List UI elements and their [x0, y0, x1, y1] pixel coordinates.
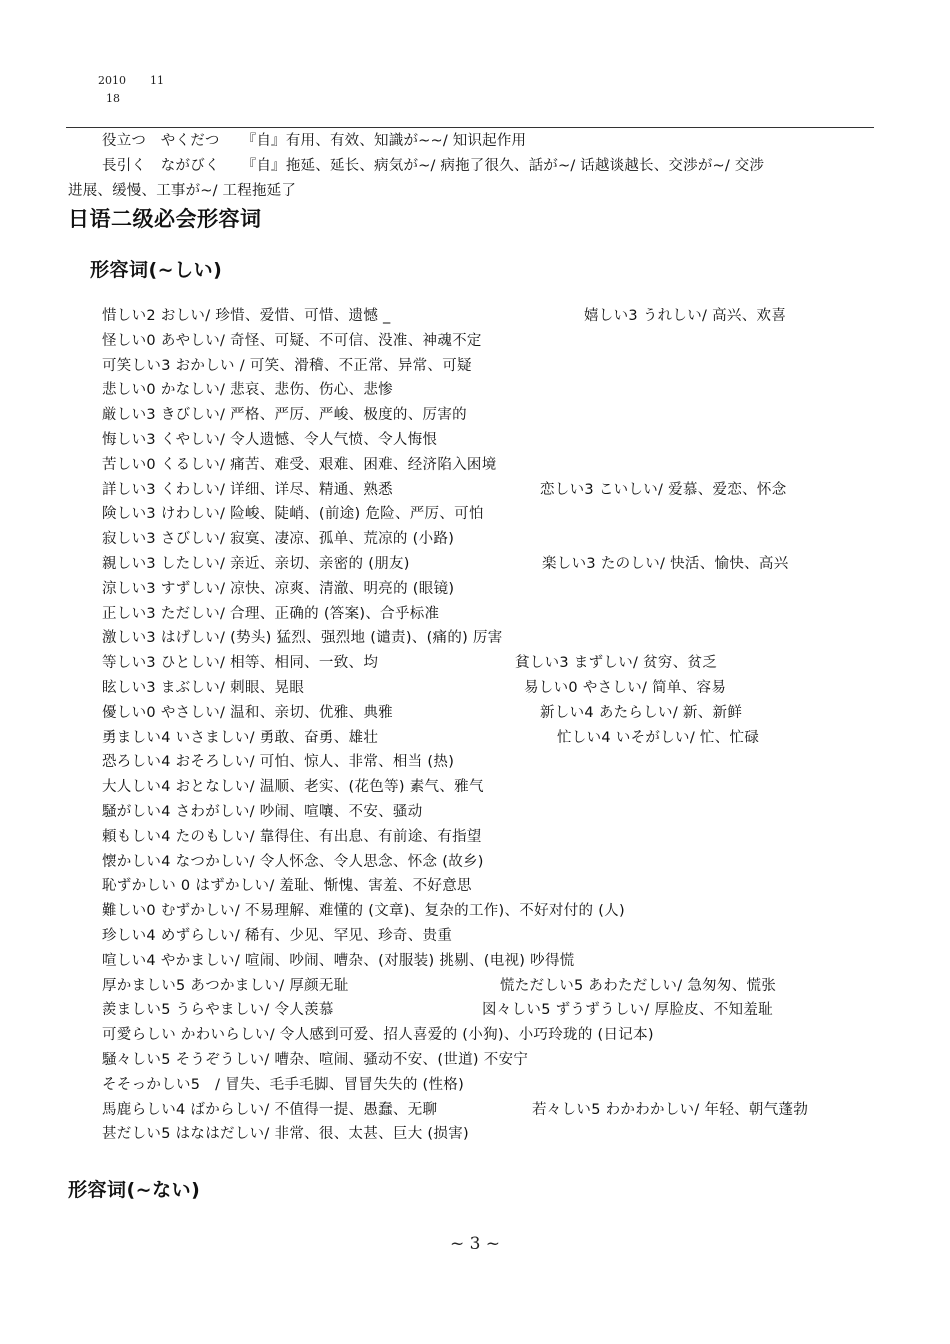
entry-right-text: 新しい4 あたらしい/ 新、新鲜 — [540, 704, 743, 721]
entry-left-text: 悲しい0 かなしい/ 悲哀、悲伤、伤心、悲惨 — [102, 382, 393, 399]
entry-left-text: 厳しい3 きびしい/ 严格、严厉、严峻、极度的、厉害的 — [102, 407, 467, 424]
entry-left-text: そそっかしい5 / 冒失、毛手毛脚、冒冒失失的 (性格) — [102, 1076, 465, 1093]
page-number: ~ 3 ~ — [449, 1234, 501, 1254]
entry-left-text: 懐かしい4 なつかしい/ 令人怀念、令人思念、怀念 (故乡) — [102, 853, 484, 870]
list-item — [102, 378, 902, 403]
intro-line-1: 役立つ やくだつ 『自』有用、有效、知識が~~/ 知识起作用 — [102, 133, 527, 149]
list-item — [102, 750, 902, 775]
entry-left-text: 難しい0 むずかしい/ 不易理解、难懂的 (文章)、复杂的工作)、不好对付的 (人) — [102, 903, 625, 920]
list-item — [102, 726, 902, 751]
entry-left-text: 親しい3 したしい/ 亲近、亲切、亲密的 (朋友) — [102, 555, 410, 572]
list-item — [102, 502, 902, 527]
entry-right-text: 易しい0 やさしい/ 简单、容易 — [524, 679, 727, 696]
header-year: 2010 — [98, 74, 126, 87]
list-item — [102, 974, 902, 999]
list-item — [102, 651, 902, 676]
list-item — [102, 1048, 902, 1073]
entry-right-text: 恋しい3 こいしい/ 爱慕、爱恋、怀念 — [540, 481, 787, 498]
list-item — [102, 577, 902, 602]
entry-left-text: 甚だしい5 はなはだしい/ 非常、很、太甚、巨大 (损害) — [102, 1126, 469, 1143]
entry-left-text: 大人しい4 おとなしい/ 温顺、老实、(花色等) 素气、雅气 — [102, 779, 484, 796]
list-item — [102, 775, 902, 800]
list-item — [102, 478, 902, 503]
entry-left-text: 寂しい3 さびしい/ 寂寞、凄凉、孤单、荒凉的 (小路) — [102, 531, 455, 548]
entry-right-text: 楽しい3 たのしい/ 快活、愉快、高兴 — [542, 555, 789, 572]
list-item — [102, 850, 902, 875]
header-date — [98, 72, 164, 108]
subsection-title-nai: 形容词(~ない) — [68, 1179, 201, 1201]
list-item — [102, 428, 902, 453]
entry-left-text: 頼もしい4 たのもしい/ 靠得住、有出息、有前途、有指望 — [102, 828, 482, 845]
list-item — [102, 403, 902, 428]
entry-left-text: 可笑しい3 おかしい / 可笑、滑稽、不正常、异常、可疑 — [102, 357, 472, 374]
entry-left-text: 厚かましい5 あつかましい/ 厚颜无耻 — [102, 977, 349, 994]
list-item — [102, 676, 902, 701]
entry-left-text: 正しい3 ただしい/ 合理、正确的 (答案)、合乎标准 — [102, 605, 440, 622]
header-divider — [66, 127, 874, 128]
entry-left-text: 珍しい4 めずらしい/ 稀有、少见、罕见、珍奇、贵重 — [102, 927, 453, 944]
entry-left-text: 怪しい0 あやしい/ 奇怪、可疑、不可信、没准、神魂不定 — [102, 332, 482, 349]
list-item — [102, 949, 902, 974]
list-item — [102, 701, 902, 726]
list-item — [102, 924, 902, 949]
section-title: 日语二级必会形容词 — [68, 207, 262, 231]
entry-left-text: 等しい3 ひとしい/ 相等、相同、一致、均 — [102, 655, 379, 672]
entry-left-text: 涼しい3 すずしい/ 凉快、凉爽、清澈、明亮的 (眼镜) — [102, 580, 455, 597]
entry-left-text: 恐ろしい4 おそろしい/ 可怕、惊人、非常、相当 (热) — [102, 754, 455, 771]
entry-left-text: 激しい3 はげしい/ (势头) 猛烈、强烈地 (谴责)、(痛的) 厉害 — [102, 630, 503, 647]
list-item — [102, 552, 902, 577]
entry-right-text: 慌ただしい5 あわただしい/ 急匆匆、慌张 — [500, 977, 777, 994]
entry-left-text: 悔しい3 くやしい/ 令人遗憾、令人气愤、令人悔恨 — [102, 431, 438, 448]
entry-left-text: 喧しい4 やかましい/ 喧闹、吵闹、嘈杂、(对服装) 挑剔、(电视) 吵得慌 — [102, 952, 575, 969]
entry-left-text: 苦しい0 くるしい/ 痛苦、难受、艰难、困难、经济陷入困境 — [102, 456, 497, 473]
list-item — [102, 825, 902, 850]
list-item — [102, 527, 902, 552]
entry-right-text: 忙しい4 いそがしい/ 忙、忙碌 — [557, 729, 760, 746]
entry-right-text: 嬉しい3 うれしい/ 高兴、欢喜 — [584, 308, 787, 324]
list-item — [102, 899, 902, 924]
entry-left-text: 羨ましい5 うらやましい/ 令人羡慕 — [102, 1002, 334, 1019]
entry-left-text: 騒がしい4 さわがしい/ 吵闹、喧嚷、不安、骚动 — [102, 803, 423, 820]
entry-left-text: 馬鹿らしい4 ばからしい/ 不值得一提、愚蠢、无聊 — [102, 1101, 438, 1118]
entry-right-text: 図々しい5 ずうずうしい/ 厚脸皮、不知羞耻 — [482, 1002, 773, 1019]
entry-left-text: 眩しい3 まぶしい/ 刺眼、晃眼 — [102, 679, 305, 696]
intro-line-3: 进展、缓慢、工事が~/ 工程拖延了 — [68, 183, 297, 199]
list-item — [102, 329, 902, 354]
entry-left-text: 可愛らしい かわいらしい/ 令人感到可爱、招人喜爱的 (小狗)、小巧玲珑的 (日记本) — [102, 1027, 654, 1044]
list-item — [102, 1023, 902, 1048]
list-item — [102, 304, 902, 329]
list-item — [102, 1122, 902, 1147]
header-day: 18 — [106, 92, 120, 105]
list-item — [102, 453, 902, 478]
intro-line-2: 長引く ながびく 『自』拖延、延长、病気が~/ 病拖了很久、話が~/ 话越谈越长、交渉が~/ 交涉 — [102, 158, 765, 174]
entry-left-text: 惜しい2 おしい/ 珍惜、爱惜、可惜、遗憾 _ — [102, 308, 391, 324]
list-item — [102, 874, 902, 899]
entry-left-text: 優しい0 やさしい/ 温和、亲切、优雅、典雅 — [102, 704, 393, 721]
entry-right-text: 若々しい5 わかわかしい/ 年轻、朝气蓬勃 — [532, 1101, 809, 1118]
list-item — [102, 800, 902, 825]
entry-left-text: 騒々しい5 そうぞうしい/ 嘈杂、喧闹、骚动不安、(世道) 不安宁 — [102, 1051, 529, 1068]
entry-left-text: 詳しい3 くわしい/ 详细、详尽、精通、熟悉 — [102, 481, 393, 498]
adjective-list — [102, 304, 902, 1147]
entry-left-text: 勇ましい4 いさましい/ 勇敢、奋勇、雄壮 — [102, 729, 379, 746]
entry-right-text: 貧しい3 まずしい/ 贫穷、贫乏 — [515, 655, 718, 672]
list-item — [102, 354, 902, 379]
list-item — [102, 1073, 902, 1098]
entry-left-text: 険しい3 けわしい/ 险峻、陡峭、(前途) 危险、严厉、可怕 — [102, 506, 484, 523]
list-item — [102, 626, 902, 651]
list-item — [102, 602, 902, 627]
list-item — [102, 1098, 902, 1123]
subsection-title-shii: 形容词(~しい) — [90, 259, 223, 281]
list-item — [102, 998, 902, 1023]
entry-left-text: 恥ずかしい 0 はずかしい/ 羞耻、惭愧、害羞、不好意思 — [102, 878, 472, 895]
header-month: 11 — [150, 74, 164, 87]
